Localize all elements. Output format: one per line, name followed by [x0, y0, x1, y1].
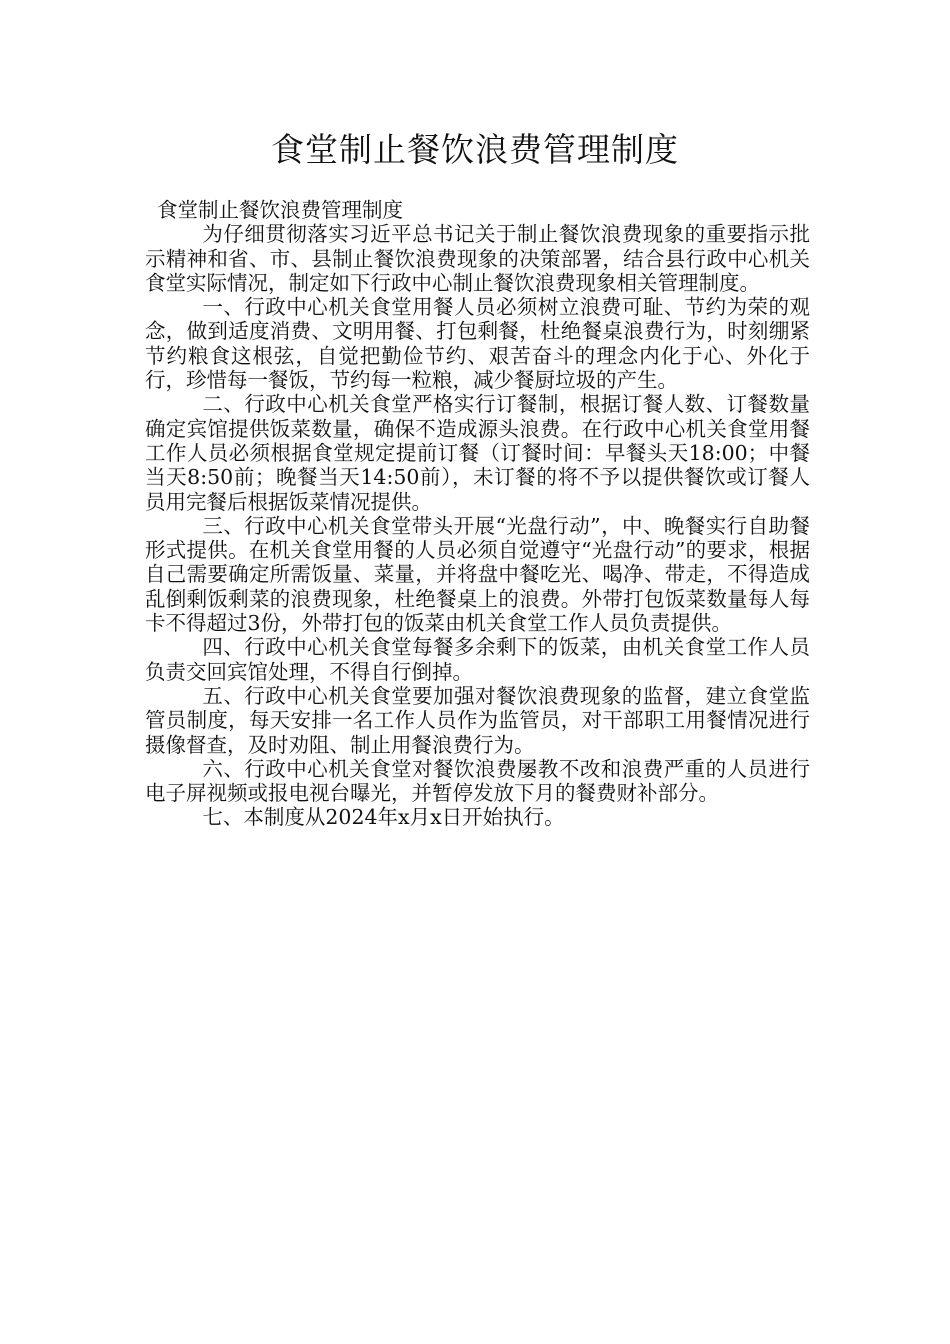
- paragraph-rule-5: 五、行政中心机关食堂要加强对餐饮浪费现象的监督，建立食堂监管员制度，每天安排一名工作人员作为监管员，对干部职工用餐情况进行摄像督查，及时劝阻、制止用餐浪费行为。: [145, 683, 810, 757]
- document-title: 食堂制止餐饮浪费管理制度: [271, 130, 679, 169]
- paragraph-rule-2: 二、行政中心机关食堂严格实行订餐制，根据订餐人数、订餐数量确定宾馆提供饭菜数量，确保不造成源头浪费。在行政中心机关食堂用餐工作人员必须根据食堂规定提前订餐（订餐时间：早餐头天18:00；中餐当天8:50前；晚餐当天14:50前），未订餐的将不予以提供餐饮或订餐人员用完餐后根据饭菜情况提供。: [145, 392, 810, 514]
- document-body: [145, 198, 810, 830]
- paragraph-rule-6: 六、行政中心机关食堂对餐饮浪费屡教不改和浪费严重的人员进行电子屏视频或报电视台曝光，并暂停发放下月的餐费财补部分。: [145, 756, 810, 806]
- paragraph-rule-7: 七、本制度从2024年x月x日开始执行。: [202, 805, 565, 830]
- paragraph-rule-3: 三、行政中心机关食堂带头开展“光盘行动”，中、晚餐实行自助餐形式提供。在机关食堂用餐的人员必须自觉遵守“光盘行动”的要求，根据自己需要确定所需饭量、菜量，并将盘中餐吃光、喝净、带走，不得造成乱倒剩饭剩菜的浪费现象，杜绝餐桌上的浪费。外带打包饭菜数量每人每卡不得超过3份，外带打包的饭菜由机关食堂工作人员负责提供。: [145, 513, 810, 636]
- document-subtitle: 食堂制止餐饮浪费管理制度: [157, 198, 403, 222]
- paragraph-intro: 为仔细贯彻落实习近平总书记关于制止餐饮浪费现象的重要指示批示精神和省、市、县制止餐饮浪费现象的决策部署，结合县行政中心机关食堂实际情况，制定如下行政中心制止餐饮浪费现象相关管理制度。: [145, 222, 810, 295]
- paragraph-rule-4: 四、行政中心机关食堂每餐多余剩下的饭菜，由机关食堂工作人员负责交回宾馆处理，不得自行倒掉。: [145, 635, 810, 684]
- paragraph-rule-1: 一、行政中心机关食堂用餐人员必须树立浪费可耻、节约为荣的观念，做到适度消费、文明用餐、打包剩餐，杜绝餐桌浪费行为，时刻绷紧节约粮食这根弦，自觉把勤俭节约、艰苦奋斗的理念内化于心、外化于行，珍惜每一餐饭，节约每一粒粮，减少餐厨垃圾的产生。: [145, 295, 810, 393]
